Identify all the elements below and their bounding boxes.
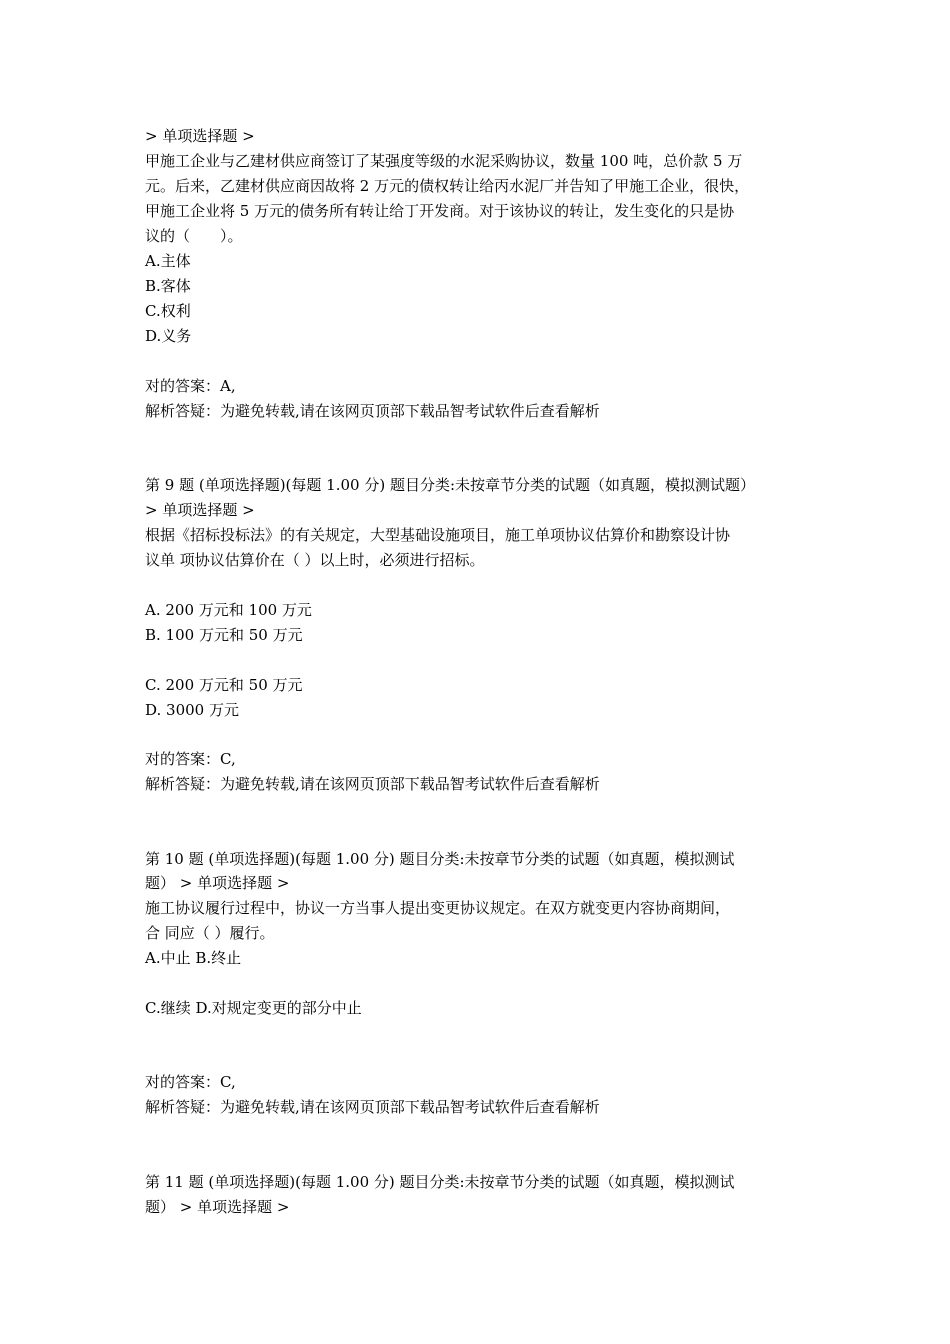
question-header: 第 11 题 (单项选择题)(每题 1.00 分) 题目分类:未按章节分类的试题（如真题，模拟测试 [145,1173,735,1191]
option-c: C.权利 [145,302,191,320]
question-header: 第 10 题 (单项选择题)(每题 1.00 分) 题目分类:未按章节分类的试题（如真题，模拟测试 [145,850,735,868]
option-b: B. 100 万元和 50 万元 [145,626,303,644]
answer-analysis: 解析答疑：为避免转载,请在该网页顶部下载品智考试软件后查看解析 [145,775,600,793]
question-stem-line: 议单 项协议估算价在（ ）以上时，必须进行招标。 [145,551,485,569]
answer-analysis: 解析答疑：为避免转载,请在该网页顶部下载品智考试软件后查看解析 [145,1098,600,1116]
correct-answer: 对的答案：C, [145,750,236,768]
option-d: D. 3000 万元 [145,701,239,719]
question-stem-line: 元。后来，乙建材供应商因故将 2 万元的债权转让给丙水泥厂并告知了甲施工企业，很快， [145,177,750,195]
correct-answer: 对的答案：A, [145,377,236,395]
option-a: A. 200 万元和 100 万元 [145,601,312,619]
option-a: A.主体 [145,252,191,270]
answer-analysis: 解析答疑：为避免转载,请在该网页顶部下载品智考试软件后查看解析 [145,402,600,420]
question-type-line: 题） > 单项选择题 > [145,1198,290,1216]
question-stem-line: 合 同应（ ）履行。 [145,924,275,942]
question-stem-line: 议的（ ）。 [145,227,243,245]
question-type-line: 题） > 单项选择题 > [145,874,290,892]
question-stem-line: 甲施工企业与乙建材供应商签订了某强度等级的水泥采购协议，数量 100 吨，总价款 5 万 [145,152,743,170]
option-b: B.客体 [145,277,191,295]
question-stem-line: 根据《招标投标法》的有关规定，大型基础设施项目，施工单项协议估算价和勘察设计协 [145,526,731,544]
question-type-line: > 单项选择题 > [145,501,255,519]
question-stem-line: 施工协议履行过程中，协议一方当事人提出变更协议规定。在双方就变更内容协商期间， [145,899,731,917]
question-type-line: > 单项选择题 > [145,127,255,145]
question-stem-line: 甲施工企业将 5 万元的债务所有转让给丁开发商。对于该协议的转让，发生变化的只是协 [145,202,735,220]
options-line: C.继续 D.对规定变更的部分中止 [145,999,362,1017]
question-header: 第 9 题 (单项选择题)(每题 1.00 分) 题目分类:未按章节分类的试题（如真题，模拟测试题） [145,476,756,494]
option-d: D.义务 [145,327,192,345]
option-c: C. 200 万元和 50 万元 [145,676,303,694]
correct-answer: 对的答案：C, [145,1073,236,1091]
options-line: A.中止 B.终止 [145,949,242,967]
